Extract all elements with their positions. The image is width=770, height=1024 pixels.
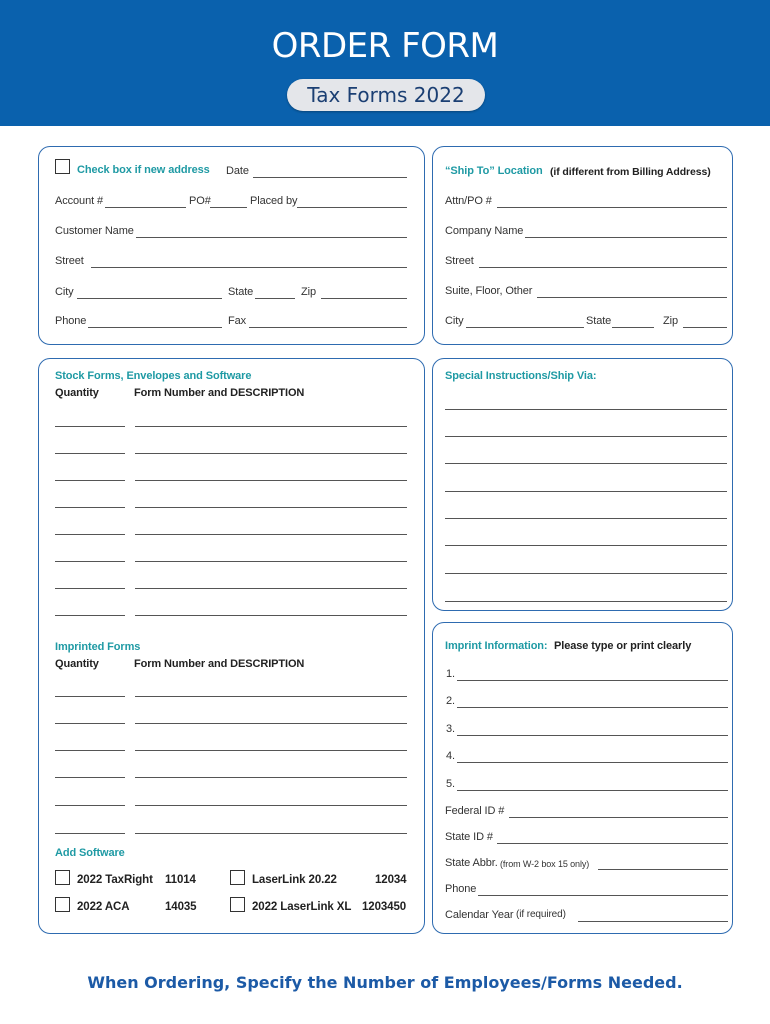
phone-label: Phone (55, 315, 87, 327)
stock-description-line[interactable] (135, 507, 407, 508)
imprinted-description-header: Form Number and DESCRIPTION (134, 658, 305, 670)
stock-forms-title: Stock Forms, Envelopes and Software (55, 370, 252, 382)
po-label: PO# (189, 195, 211, 207)
imprinted-description-line[interactable] (135, 696, 407, 697)
city-label: City (55, 286, 74, 298)
stock-quantity-line[interactable] (55, 453, 125, 454)
ship-to-note: (if different from Billing Address) (550, 166, 711, 178)
ship-zip-label: Zip (663, 315, 678, 327)
customer-name-label: Customer Name (55, 225, 134, 237)
software-code-aca: 14035 (165, 901, 197, 913)
stock-description-line[interactable] (135, 453, 407, 454)
fax-field[interactable] (249, 327, 407, 328)
new-address-checkbox[interactable] (55, 159, 70, 174)
customer-name-field[interactable] (136, 237, 407, 238)
imprinted-quantity-line[interactable] (55, 833, 125, 834)
stock-quantity-line[interactable] (55, 507, 125, 508)
attn-label: Attn/PO # (445, 195, 492, 207)
stock-description-line[interactable] (135, 561, 407, 562)
imprinted-description-line[interactable] (135, 750, 407, 751)
imprint-line-4-number: 4. (446, 750, 455, 762)
stock-quantity-line[interactable] (55, 534, 125, 535)
new-address-label: Check box if new address (77, 164, 210, 176)
account-label: Account # (55, 195, 104, 207)
imprint-line-1[interactable] (457, 680, 728, 681)
phone-field[interactable] (88, 327, 222, 328)
ship-zip-field[interactable] (683, 327, 727, 328)
stock-quantity-line[interactable] (55, 588, 125, 589)
software-name-aca: 2022 ACA (77, 901, 130, 913)
imprinted-quantity-line[interactable] (55, 805, 125, 806)
ship-state-label: State (586, 315, 612, 327)
imprinted-quantity-line[interactable] (55, 723, 125, 724)
special-instructions-line[interactable] (445, 573, 727, 574)
account-field[interactable] (105, 207, 186, 208)
po-field[interactable] (210, 207, 247, 208)
special-instructions-line[interactable] (445, 463, 727, 464)
imprint-information-note: Please type or print clearly (554, 640, 692, 652)
special-instructions-line[interactable] (445, 518, 727, 519)
imprint-line-4[interactable] (457, 762, 728, 763)
add-software-title: Add Software (55, 847, 125, 859)
software-name-taxright: 2022 TaxRight (77, 874, 153, 886)
street-field[interactable] (91, 267, 407, 268)
stock-description-line[interactable] (135, 588, 407, 589)
date-label: Date (226, 165, 249, 177)
imprinted-forms-title: Imprinted Forms (55, 641, 141, 653)
state-field[interactable] (255, 298, 295, 299)
state-id-field[interactable] (497, 843, 728, 844)
state-abbr-note: (from W-2 box 15 only) (500, 859, 590, 869)
form-subtitle-pill: Tax Forms 2022 (287, 79, 485, 111)
imprint-line-2-number: 2. (446, 695, 455, 707)
calendar-year-note: (if required) (516, 909, 566, 920)
ship-to-title: “Ship To” Location (445, 165, 543, 177)
state-label: State (228, 286, 254, 298)
suite-field[interactable] (537, 297, 727, 298)
state-id-label: State ID # (445, 831, 493, 843)
stock-description-line[interactable] (135, 426, 407, 427)
imprinted-description-line[interactable] (135, 777, 407, 778)
calendar-year-label: Calendar Year (445, 909, 514, 921)
imprint-line-3[interactable] (457, 735, 728, 736)
stock-quantity-line[interactable] (55, 480, 125, 481)
imprinted-description-line[interactable] (135, 833, 407, 834)
imprint-line-1-number: 1. (446, 668, 455, 680)
software-checkbox-laserlink-xl[interactable] (230, 897, 245, 912)
calendar-year-field[interactable] (578, 921, 728, 922)
imprinted-description-line[interactable] (135, 723, 407, 724)
stock-quantity-line[interactable] (55, 561, 125, 562)
ship-street-field[interactable] (479, 267, 727, 268)
imprint-information-box (432, 622, 733, 934)
placed-by-label: Placed by (250, 195, 298, 207)
suite-label: Suite, Floor, Other (445, 285, 533, 297)
stock-description-line[interactable] (135, 615, 407, 616)
special-instructions-line[interactable] (445, 601, 727, 602)
imprint-line-5-number: 5. (446, 778, 455, 790)
header-banner (0, 0, 770, 126)
imprint-phone-label: Phone (445, 883, 477, 895)
zip-label: Zip (301, 286, 316, 298)
software-name-laserlink: LaserLink 20.22 (252, 874, 337, 886)
state-abbr-label: State Abbr. (445, 857, 498, 869)
ship-city-label: City (445, 315, 464, 327)
zip-field[interactable] (321, 298, 407, 299)
form-title: ORDER FORM (271, 26, 499, 66)
placed-by-field[interactable] (297, 207, 407, 208)
stock-quantity-header: Quantity (55, 387, 99, 399)
ship-state-field[interactable] (612, 327, 654, 328)
date-field[interactable] (253, 177, 407, 178)
imprinted-description-line[interactable] (135, 805, 407, 806)
state-abbr-field[interactable] (598, 869, 728, 870)
company-name-label: Company Name (445, 225, 524, 237)
street-label: Street (55, 255, 84, 267)
imprint-phone-field[interactable] (478, 895, 728, 896)
fax-label: Fax (228, 315, 247, 327)
ship-city-field[interactable] (466, 327, 584, 328)
imprinted-quantity-header: Quantity (55, 658, 99, 670)
stock-description-header: Form Number and DESCRIPTION (134, 387, 305, 399)
stock-quantity-line[interactable] (55, 426, 125, 427)
special-instructions-line[interactable] (445, 409, 727, 410)
software-checkbox-taxright[interactable] (55, 870, 70, 885)
software-code-taxright: 11014 (165, 874, 196, 886)
special-instructions-line[interactable] (445, 545, 727, 546)
stock-description-line[interactable] (135, 480, 407, 481)
company-name-field[interactable] (525, 237, 727, 238)
software-checkbox-aca[interactable] (55, 897, 70, 912)
software-code-laserlink-xl: 1203450 (362, 901, 407, 913)
stock-quantity-line[interactable] (55, 615, 125, 616)
imprint-information-title: Imprint Information: (445, 640, 548, 652)
imprinted-quantity-line[interactable] (55, 777, 125, 778)
imprinted-quantity-line[interactable] (55, 750, 125, 751)
imprint-line-2[interactable] (457, 707, 728, 708)
stock-description-line[interactable] (135, 534, 407, 535)
ship-street-label: Street (445, 255, 474, 267)
software-checkbox-laserlink[interactable] (230, 870, 245, 885)
federal-id-field[interactable] (509, 817, 728, 818)
special-instructions-line[interactable] (445, 436, 727, 437)
software-name-laserlink-xl: 2022 LaserLink XL (252, 901, 352, 913)
special-instructions-title: Special Instructions/Ship Via: (445, 370, 597, 382)
imprint-line-5[interactable] (457, 790, 728, 791)
city-field[interactable] (77, 298, 222, 299)
imprint-line-3-number: 3. (446, 723, 455, 735)
special-instructions-line[interactable] (445, 491, 727, 492)
imprinted-quantity-line[interactable] (55, 696, 125, 697)
attn-field[interactable] (497, 207, 727, 208)
federal-id-label: Federal ID # (445, 805, 505, 817)
footer-instruction: When Ordering, Specify the Number of Employees/Forms Needed. (87, 973, 683, 992)
software-code-laserlink: 12034 (375, 874, 407, 886)
